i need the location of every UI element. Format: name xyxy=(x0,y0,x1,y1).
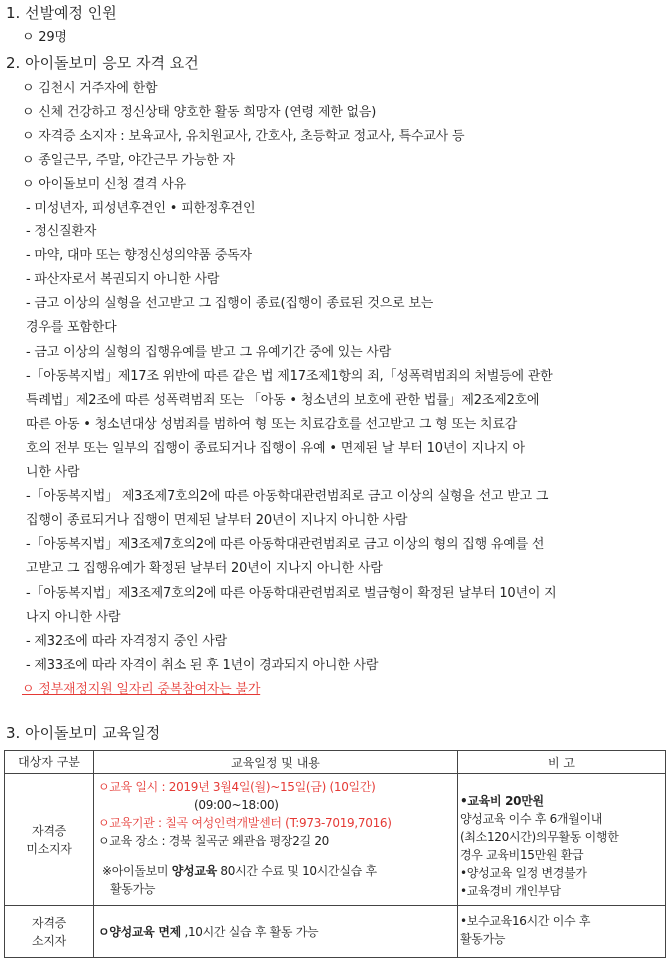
section-2-title: 2. 아이돌보미 응모 자격 요건 xyxy=(6,54,199,72)
requirement-item: ㅇ 아이돌보미 신청 결격 사유 xyxy=(22,177,187,192)
education-place: ㅇ교육 장소 : 경북 칠곡군 왜관읍 평장2길 20 xyxy=(98,834,330,848)
disqualification-reason: -「아동복지법」제17조 위반에 따른 같은 법 제17조제1항의 죄,「성폭력범죄의 처벌등에 관한 xyxy=(26,369,553,384)
note-suffix: 80시간 수료 및 10시간실습 후 xyxy=(216,864,377,878)
remark-line: 양성교육 이수 후 6개월이내 xyxy=(460,812,603,826)
requirement-item: ㅇ 김천시 거주자에 한함 xyxy=(22,81,158,96)
target-label-line: 자격증 xyxy=(32,915,66,930)
header-remarks: 비 고 xyxy=(458,751,666,774)
target-certified xyxy=(5,906,94,958)
remarks-cell xyxy=(458,774,666,906)
education-date: ㅇ교육 일시 : 2019년 3월4일(월)~15일(금) (10일간) xyxy=(98,780,376,794)
remark-line: 경우 교육비15만원 환급 xyxy=(460,848,584,862)
target-label-line: 소지자 xyxy=(32,933,66,948)
disqualification-reason: 나지 아니한 사람 xyxy=(26,610,121,625)
disqualification-reason: - 금고 이상의 실형의 집행유예를 받고 그 유예기간 중에 있는 사람 xyxy=(26,345,392,360)
requirement-item: ㅇ 자격증 소지자 : 보육교사, 유치원교사, 간호사, 초등학교 정교사, 특수교사 등 xyxy=(22,129,465,144)
remark-line: (최소120시간)의무활동 이행한 xyxy=(460,830,619,844)
disqualification-reason: 따른 아동 • 청소년대상 성범죄를 범하여 형 또는 치료감호를 선고받고 그 형 또는 치료감 xyxy=(26,417,518,432)
table-row xyxy=(5,906,666,958)
header-schedule: 교육일정 및 내용 xyxy=(94,751,458,774)
disqualification-reason: - 제32조에 따라 자격정지 중인 사람 xyxy=(26,634,227,649)
section-1-title: 1. 선발예정 인원 xyxy=(6,4,117,22)
education-time: (09:00~18:00) xyxy=(194,798,279,812)
table-row xyxy=(5,774,666,906)
education-note xyxy=(98,862,455,880)
disqualification-reason: 니한 사람 xyxy=(26,465,80,480)
header-target: 대상자 구분 xyxy=(5,751,94,774)
note-prefix: ※아이돌보미 xyxy=(102,864,172,878)
disqualification-reason: 경우를 포함한다 xyxy=(26,320,117,335)
requirement-item: ㅇ 종일근무, 주말, 야간근무 가능한 자 xyxy=(22,153,235,168)
selection-count: ㅇ 29명 xyxy=(22,30,67,45)
disqualification-reason: -「아동복지법」 제3조제7호의2에 따른 아동학대관련범죄로 금고 이상의 실형을 선고 받고 그 xyxy=(26,489,549,504)
table-header-row xyxy=(5,751,666,774)
disqualification-reason: 집행이 종료되거나 집행이 면제된 날부터 20년이 지나지 아니한 사람 xyxy=(26,513,408,528)
disqualification-reason: -「아동복지법」제3조제7호의2에 따른 아동학대관련범죄로 벌금형이 확정된 날부터 10년이 지 xyxy=(26,586,557,601)
remark-line: 활동가능 xyxy=(460,932,506,946)
disqualification-reason: - 금고 이상의 실형을 선고받고 그 집행이 종료(집행이 종료된 것으로 보는 xyxy=(26,296,434,311)
disqualification-reason: 특례법」제2조에 따른 성폭력범죄 또는 「아동 • 청소년의 보호에 관한 법률」제2조제2호에 xyxy=(26,393,540,408)
requirement-item: ㅇ 신체 건강하고 정신상태 양호한 활동 희망자 (연령 제한 없음) xyxy=(22,105,377,120)
education-institution: ㅇ교육기관 : 칠곡 여성인력개발센터 (T:973-7019,7016) xyxy=(98,816,392,830)
target-label-line: 미소지자 xyxy=(26,841,72,856)
remark-line: •교육비 20만원 xyxy=(460,794,544,808)
content-rest: ,10시간 실습 후 활동 가능 xyxy=(180,924,319,939)
disqualification-reason: -「아동복지법」제3조제7호의2에 따른 아동학대관련범죄로 금고 이상의 형의 집행 유예를 선 xyxy=(26,537,545,552)
schedule-cell xyxy=(94,906,458,958)
education-note-line2: 활동가능 xyxy=(110,882,156,896)
disqualification-reason: 고받고 그 집행유예가 확정된 날부터 20년이 지나지 아니한 사람 xyxy=(26,561,383,576)
section-3-title: 3. 아이돌보미 교육일정 xyxy=(6,724,161,742)
remarks-cell xyxy=(458,906,666,958)
certified-content xyxy=(98,923,455,941)
target-label-line: 자격증 xyxy=(32,823,66,838)
target-non-certified xyxy=(5,774,94,906)
disqualification-reason: 호의 전부 또는 일부의 집행이 종료되거나 집행이 유예 • 면제된 날 부터 10년이 지나지 아 xyxy=(26,441,525,456)
content-bold: ㅇ양성교육 면제 xyxy=(98,924,181,939)
disqualification-reason: - 정신질환자 xyxy=(26,224,97,239)
disqualification-reason: - 미성년자, 피성년후견인 • 피한정후견인 xyxy=(26,201,256,216)
disqualification-reason: - 파산자로서 복권되지 아니한 사람 xyxy=(26,272,220,287)
remark-line: •보수교육16시간 이수 후 xyxy=(460,914,591,928)
remark-line: •교육경비 개인부담 xyxy=(460,884,561,898)
disqualification-reason: - 마약, 대마 또는 향정신성의약품 중독자 xyxy=(26,248,252,263)
education-schedule-table xyxy=(4,750,666,958)
duplicate-participation-notice: ㅇ 정부재정지원 일자리 중복참여자는 불가 xyxy=(22,682,261,697)
remark-line: •양성교육 일정 변경불가 xyxy=(460,866,587,880)
schedule-cell xyxy=(94,774,458,906)
note-bold: 양성교육 xyxy=(171,864,217,878)
disqualification-reason: - 제33조에 따라 자격이 취소 된 후 1년이 경과되지 아니한 사람 xyxy=(26,658,379,673)
